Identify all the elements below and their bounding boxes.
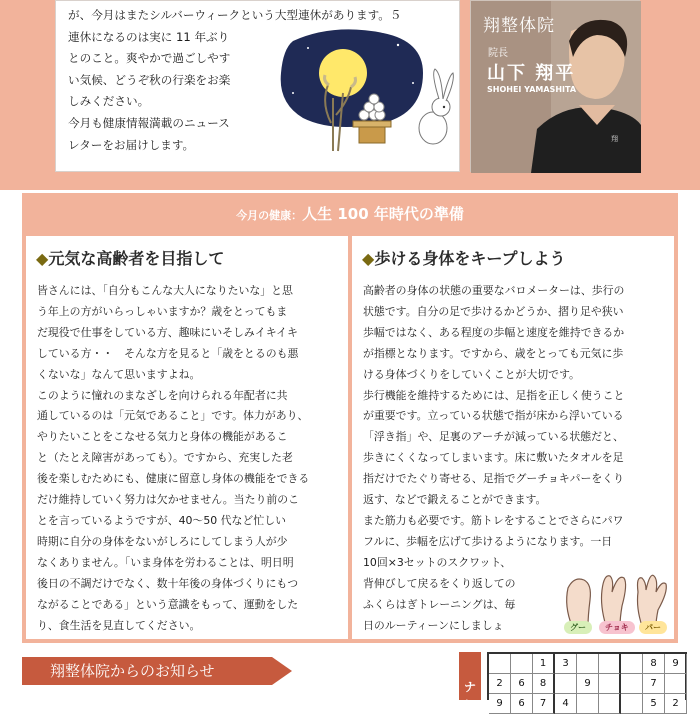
text-line: 高齢者の身体の状態の重要なバロメーターは、歩行の [363,284,625,297]
text-line: このように憧れのまなざしを向けられる年配者に共 [37,388,288,402]
intro-line: 今月も健康情報満載のニュース [68,115,230,130]
text-line: フルに、歩幅を広げて歩けるようになります。一日 [363,534,613,548]
sudoku-cell: 2 [489,674,511,694]
foot-label-paper: パー [639,621,667,634]
sudoku-cell [599,694,621,714]
sudoku-cell: 7 [643,674,665,694]
sudoku-cell: 8 [643,654,665,674]
sudoku-grid [489,654,685,714]
text-line: 背伸びして戻るをくり返しての [363,576,516,590]
sudoku-cell [489,654,511,674]
text-line: が重要です。立っている状態で指が床から浮いている [363,409,624,423]
intro-line: 連休になるのは実に 11 年ぶり [68,29,230,44]
sudoku-cell [599,654,621,674]
sudoku-cell [621,674,643,694]
text-line: 通しているのは「元気であること」です。体力があり、 [37,409,309,423]
sudoku-cell: 3 [555,654,577,674]
intro-line: しみください。 [68,94,150,109]
intro-line: い気候、どうぞ秋の行楽をお楽 [68,72,231,87]
sudoku-tab: ナン [459,652,481,700]
health-title-main: 人生 100 年時代の準備 [302,205,464,223]
text-line: 後を楽しむためにも、健康に留意し身体の機能をできる [37,472,310,486]
left-article-heading [36,246,224,269]
intro-line: レターをお届けします。 [68,137,195,152]
sudoku-cell [577,654,599,674]
text-line: 10回×3セットのスクワット、 [363,555,512,569]
banner-arrow-icon [272,657,292,685]
text-line: ふくらはぎトレーニングは、毎 [363,597,516,611]
director-name-en: SHOHEI YAMASHITA [487,85,577,94]
text-line: と（たとえ障害があっても）。ですから、充実した老 [37,451,293,465]
right-heading-text: 歩ける身体をキープしよう [374,249,566,268]
intro-box [55,0,460,172]
sudoku-cell: 6 [511,694,533,714]
diamond-bullet-icon: ◆ [362,249,375,268]
sudoku-cell [599,674,621,694]
text-line: 日のルーティーンにしましょ [363,618,504,632]
sudoku-cell [621,654,643,674]
text-line: 「浮き指」や、足裏のアーチが減っている状態だと、 [363,430,624,444]
text-line: 状態です。自分の足で歩けるかどうか、摺り足や狭い [363,304,624,318]
sudoku-puzzle [487,652,687,709]
health-title-prefix: 今月の健康： [236,209,303,222]
left-article [26,236,348,639]
text-line: り、食生活を見直してください。 [37,618,201,632]
text-line: ながることである」という意識をもって、運動をした [37,597,299,611]
sudoku-cell [665,674,687,694]
text-line: ける身体づくりをしていくことが大切です。 [363,367,580,381]
health-section-title [0,203,700,224]
text-line: 皆さんには、「自分もこんな大人になりたいな」と思 [37,284,293,297]
text-line: だけ維持していく努力は欠かせません。当たり前のこ [37,493,300,507]
clinic-logo: 翔整体院 [483,16,555,36]
sudoku-cell: 7 [533,694,555,714]
text-line: だ現役で仕事をしている方、趣味にいそしみイキイキ [37,325,298,339]
right-article [352,236,674,639]
sudoku-cell: 9 [489,694,511,714]
sudoku-cell: 5 [643,694,665,714]
director-profile-photo [470,0,640,172]
director-role: 院長 [488,48,508,59]
text-line: やりたいことをこなせる気力と身体の機能があるこ [37,430,288,444]
sudoku-cell: 2 [665,694,687,714]
text-line: 指だけでたぐり寄せる、足指でグーチョキパーをくり [363,472,625,486]
text-line: 後日の不調だけでなく、数十年後の身体づくりにもつ [37,576,299,590]
intro-line: が、今月はまたシルバーウィークという大型連休があります。５ [68,8,402,22]
text-line: う年上の方がいらっしゃいますか？歳をとってもま [37,304,288,318]
sudoku-cell [621,694,643,714]
sudoku-cell: 8 [533,674,555,694]
right-article-heading [362,246,566,269]
sudoku-cell: 6 [511,674,533,694]
sudoku-cell: 9 [665,654,687,674]
left-article-body [37,281,345,636]
text-line: 時期に自分の身体をないがしろにしてしまう人が少 [37,534,288,548]
intro-line: とのこと。爽やかで過ごしやす [68,51,231,66]
text-line: が指標となります。ですから、歳をとっても元気に歩 [363,346,624,360]
text-line: くないな」なんて思いますよね。 [37,367,201,381]
sudoku-cell [577,694,599,714]
sudoku-cell [555,674,577,694]
svg-text:翔: 翔 [611,135,618,143]
text-line: また筋力も必要です。筋トレをすることでさらにパワ [363,513,624,527]
moon-viewing-illustration [273,23,458,151]
text-line: 歩幅ではなく、ある程度の歩幅と速度を維持できるか [363,325,625,339]
left-heading-text: 元気な高齢者を目指して [48,249,225,268]
text-line: 返す、などで鍛えることができます。 [363,493,547,507]
director-name-jp: 山下 翔平 [487,63,576,84]
sudoku-cell: 4 [555,694,577,714]
sudoku-cell [511,654,533,674]
diamond-bullet-icon: ◆ [36,249,49,268]
text-line: 歩行機能を維持するためには、足指を正しく使うこと [363,388,625,402]
clinic-news-banner: 翔整体院からのお知らせ [22,657,272,685]
text-line: なくありません。「いま身体を労わることは、明日明 [37,555,294,569]
sudoku-cell: 1 [533,654,555,674]
text-line: とを言っているようですが、40～50 代など忙しい [37,513,286,527]
foot-label-scissors: チョキ [599,621,635,634]
text-line: 歩きにくくなってしまいます。床に敷いたタオルを足 [363,451,624,465]
foot-label-rock: グー [564,621,592,634]
text-line: している方・・ そんな方を見ると「歳をとるのも悪 [37,346,299,360]
sudoku-cell: 9 [577,674,599,694]
